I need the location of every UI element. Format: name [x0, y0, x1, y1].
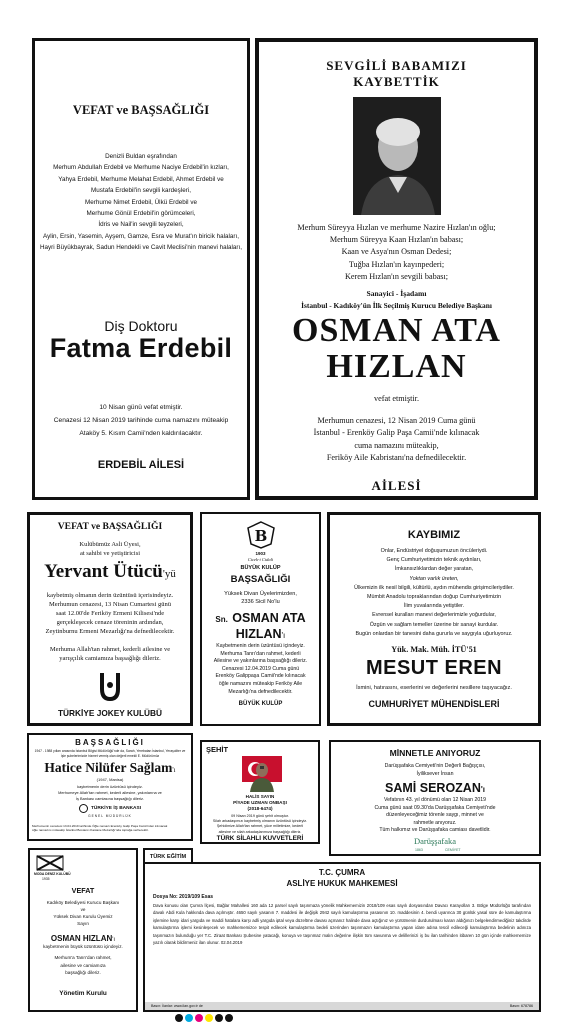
club-year: 1935	[42, 877, 50, 881]
notice-footer: Basın: İlanlar: www.ilan.gov.tr de Basın: 678786	[145, 1002, 539, 1010]
bank-logo: TÜRKİYE İŞ BANKASI	[29, 804, 191, 813]
intro-2: at sahibi ve yetiştiricisi	[79, 550, 141, 557]
court-name-1: T.C. ÇUMRA	[318, 868, 366, 877]
soldier-photo	[248, 760, 276, 792]
tribute-line: İsmini, hatırasını, eserlerini ve değerlerini nesillere taşıyacağız.	[356, 685, 512, 691]
deceased-role-1: Sanayici - İşadamı	[366, 289, 427, 298]
obituary-yervant-utucu	[27, 512, 193, 726]
deceased-name-1: Sn. OSMAN ATA	[215, 611, 306, 625]
ad-title: ŞEHİT	[206, 745, 229, 754]
fine-print: 1947 - 1988 yılları arasında İstanbul Bilgisi Müdürlüğü'nde da, Sarah, Yerebatan İstanbul, Yeraşoliter ve İşle şubelerimizde hizmet vermiş olan değerli emekli E. Müdürümüz	[34, 749, 186, 758]
court-name-2: ASLİYE HUKUK MAHKEMESİ	[286, 879, 398, 888]
ceremony-text: Vefatının 43. yıl dönümü olan 12 Nisan 2019 Cuma günü saat 09.30'da Darüşşafaka Cemiyeti'nde düzenleyeceğimiz törenle saygı, minnet ve rahmetle anıyoruz. Tüm halkımız ve Darüşşafaka camiası davetlidir.	[374, 797, 496, 834]
deceased-name-2: HIZLAN'ı	[235, 627, 286, 641]
obituary-moda-deniz-kulubu	[28, 848, 138, 1012]
funeral-info-1: Cenazesi 12 Nisan 2019 tarihinde cuma namazını müteakip	[53, 417, 229, 424]
org-signature: TÜRKİYE JOKEY KULÜBÜ	[57, 708, 163, 718]
relatives-text: Merhum Süreyya Hızlan ve merhume Nazire Hızlan'ın oğlu; Merhum Süreyya Kaan Hızlan'ın babası; Kaan ve Asya'nın Osman Dedesi; Tuğba Hızlan'ın kayınpederi; Kerem Hızlan'ın sevgili babası;	[297, 223, 496, 281]
deceased-role-2: İstanbul - Kadıköy'ün İlk Seçilmiş Kurucu Belediye Başkanı	[301, 301, 492, 310]
obituary-fatma-erdebil	[32, 38, 250, 500]
condolence-text: 09 Nisan 2019 günü şehit olmuştur. Silah arkadaşımızı kaybetmiş olmanın üzüntüsü içindeyiz. Şehidimize Allah'tan rahmet, yüce milletimize, kederli ailesine ve silah arkadaşlarımıza başsağlığı dileriz.	[212, 814, 308, 834]
intro-text: Kadıköy Belediyesi Kurucu Başkanı ve Yüksek Divan Kurulu Üyemiz Sayın	[46, 900, 120, 926]
foundation-name-1: TÜRK EĞİTİM	[149, 854, 187, 860]
bank-emblem-icon	[79, 804, 88, 813]
org-signature: CUMHURİYET MÜHENDİSLERİ	[368, 699, 500, 709]
deceased-name: Fatma Erdebil	[49, 333, 233, 363]
deceased-name: Yervant Ütücü'yü	[44, 561, 176, 582]
club-flag-icon	[36, 855, 64, 871]
emblem-year: 1903	[255, 551, 266, 556]
condolence-text: kaybetmenin derin üzüntüsü içindeyiz. Merhumeye Allah'tan rahmet, kederli ailesine, yakınlarına ve İş Bankası camiasına başsağlığı dileriz.	[58, 784, 162, 801]
obituary-mesut-eren	[327, 512, 541, 726]
file-number: Dosya No: 2019/109 Esas	[153, 894, 214, 900]
logo-subtitle: CEMİYET	[445, 848, 461, 852]
intro-text: Darüşşafaka Cemiyeti'nin Değerli Bağışçısı, İyiliksever İnsan	[384, 763, 486, 777]
deceased-name-1: OSMAN ATA	[292, 312, 501, 349]
death-date: vefat etmiştir.	[373, 394, 420, 403]
ad-title-1: SEVGİLİ BABAMIZI	[326, 58, 467, 73]
print-registration-marks	[175, 1014, 233, 1022]
logo-year: 1863	[415, 848, 423, 852]
org-signature: TÜRK SİLAHLI KUVVETLERİ	[216, 835, 304, 842]
horseshoe-logo-icon	[98, 671, 122, 701]
darussafaka-logo: Darüşşafaka	[413, 836, 456, 846]
ad-title: BAŞSAĞLIĞI	[230, 574, 291, 585]
ad-title: BAŞSAĞLIĞI	[75, 738, 145, 747]
deceased-rank: PİYADE UZMAN ONBAŞI	[233, 800, 287, 805]
obituary-sehit-halis-sayin	[200, 740, 320, 844]
ad-title-2: KAYBETTİK	[353, 74, 440, 89]
deceased-role: Diş Doktoru	[104, 318, 178, 334]
obituary-hatice-nilufer-saglam	[27, 733, 193, 841]
funeral-info: kaybetmiş olmanın derin üzüntüsü içerisindeyiz. Merhumun cenazesi, 13 Nisan Cumartesi günü saat 12.00'de Feriköy Ermeni Kilisesi'nde gerçekleşecek cenaze töreninin ardından, Zeytinburnu Ermeni Mezarlığı'na defnedilecektir.	[45, 592, 175, 635]
court-notice-cumra	[143, 862, 541, 1012]
deceased-photo	[353, 97, 441, 215]
intro-1: Kulübümüz Asli Üyesi,	[79, 541, 141, 548]
ad-title: MİNNETLE ANIYORUZ	[389, 748, 481, 758]
deceased-name: Hatice Nilüfer Sağlam'ı	[44, 760, 176, 775]
funeral-info: Kaybetmenin derin üzüntüsü içindeyiz. Merhuma Tanrı'dan rahmet, kederli Ailesine ve yakınlarına başsağlığı dileriz. Cenazesi 12.04.2019 Cuma günü Erenköy Galippaşa Camii'nde kılınacak öğle namazını müteakip Feriköy Aile Mezarlığı'na defnedilecektir.	[213, 643, 308, 695]
intro-1: Yüksek Divan Üyelerimizden,	[224, 591, 297, 597]
deceased-name: OSMAN HIZLAN'ı	[50, 934, 116, 943]
relatives-text: Denizli Buldan eşrafından Merhum Abdullah Erdebil ve Merhume Naciye Erdebil'in kızları, Yahya Erdebil, Merhume Melahat Erdebil, Ahmet Erdebil ve Mustafa Erdebil'in sevgili kardeşleri, Merhume Nimet Erdebil, Ülkü Erdebil ve Merhume Gönül Erdebil'in görümceleri, İdris ve Nail'in sevgili teyzeleri, Aylin, Ersin, Yasemin, Ayşem, Gamze, Esra ve Murat'ın biricik halaları, Hayri Büyükbayrak, Sadun Hendekli ve Cavit Meclisi'nin manevi halaları,	[39, 153, 243, 252]
family-signature: AİLESİ	[371, 478, 422, 493]
prayer-2: yarışçılık camiamıza başsağlığı dileriz.	[59, 655, 161, 662]
board-signature: Yönetim Kurulu	[59, 990, 107, 997]
emblem-motto: Cicek-i Cidali	[247, 557, 274, 562]
ad-title: KAYBIMIZ	[407, 529, 461, 541]
bank-subtitle: GENEL MÜDÜRLÜK	[88, 814, 132, 818]
ad-title: VEFAT	[71, 886, 95, 895]
club-signature: BÜYÜK KULÜP	[238, 701, 283, 707]
club-name: BÜYÜK KULÜP	[240, 565, 281, 571]
prayer-1: Merhuma Allah'tan rahmet, kederli ailesine ve	[49, 646, 171, 653]
ad-title: VEFAT ve BAŞSAĞLIĞI	[57, 521, 163, 532]
remembrance-sami-serozan	[329, 740, 541, 856]
obituary-osman-ata-hizlan	[255, 38, 538, 500]
family-signature: ERDEBİL AİLESİ	[97, 459, 185, 471]
svg-text:B: B	[254, 527, 268, 545]
funeral-info-2: Ataköy 5. Kısım Camii'nden kaldırılacaktır.	[79, 430, 203, 437]
birth-info: (1947, Manisa)	[96, 777, 124, 782]
deceased-name: HALİS SAYIN	[245, 794, 275, 799]
deceased-name: SAMİ SEROZAN'ı	[385, 781, 485, 795]
tribute-text: Onlar, Endüstriyel doğuşumuzun öncüleriydi. Genç Cumhuriyetimizin teknik aydınları, İmkansızlıklardan değer yaratan, Yoktan varlık üreten, Ülkemizin ilk nesil bilgili, kültürlü, aydın mühendis girişimcileriydiler. Mümbit Anadolu topraklarından doğup Cumhuriyetimizin İlim yuvalarında yetiştiler. Evrensel kuralları manevi değerlerimizle yoğurdular, Özgün ve sağlam temeller üzerine bir sanayi kurdular. Bugün onlardan bir tanesini daha gururla ve saygıyla uğurluyoruz.	[354, 548, 514, 637]
death-date: 10 Nisan günü vefat etmiştir.	[99, 404, 183, 411]
club-emblem-icon	[244, 520, 278, 550]
deceased-name-2: HIZLAN	[326, 348, 467, 385]
condolence-text: kaybetmenin büyük üzüntüsü içindeyiz. Merhum'a Tanrı'dan rahmet, ailesine ve camiamıza başsağlığı dileriz.	[43, 944, 123, 976]
notice-body: Dava konusu olan Çumra İlçesi, Bağlar Mahallesi 160 ada 12 parsel sayılı taşınmaza yönelik Mahkememizin 2018/109 esas sayılı dosyasından Davacı Karayolları 3. Bölge Müdürlüğü tarafından davalı Abdi Kula hakkında dava açılmıştır. 4650 sayılı yasanın 7. maddesi ile değişik 2942 sayılı kamulaştırma yasasının 10. maddesinin 4. bendi uyarınca 30 günlük yasal süre de kamulaştırma işlemine karşı idari yargıda ve maddi hatalara karşı adli yargıda iptal veya düzeltme davası açmanız halinde dava açtığınız ve yürütmenin durdurulması kararı aldığınızı belgelendirmediğiniz takdirde kamulaştırma işlemi kesinleşecek ve mahkememizce tespit edilecek kamulaştırma bedeli üzerinden taşınmazın kamulaştırma yapan idare adına tescil edileceği kamulaştırma bedelinin adınıza taşınmazın bulunduğu yer T.C. Ziraat Bankası Şubesine yatacağı, konuya ve taşınmaz malın değerine ilişkin tüm savunma ve delillerinizi iş bu ilan tarihinden itibaren 10 gün içinde mahkememize yazılı olarak bildirmeniz ilan olunur. 02.04.2019	[153, 903, 531, 946]
deceased-role: Yük. Mak. Müh. İTÜ'51	[391, 645, 477, 654]
obituary-buyuk-kulup	[200, 512, 321, 726]
deceased-name: MESUT EREN	[365, 657, 503, 679]
club-name: MODA DENİZ KULÜBÜ	[34, 872, 71, 876]
funeral-info: Merhumun cenazesi, 12 Nisan 2019 Cuma günü İstanbul - Erenköy Galip Paşa Camii'nde kılınacak cuma namazını müteakip, Feriköy Aile Kabristanı'na defnedilecektir.	[313, 416, 480, 463]
intro-2: 2336 Sicil No'lu	[241, 599, 280, 605]
ad-title: VEFAT ve BAŞSAĞLIĞI	[72, 103, 210, 117]
service-years: (2018-6474)	[247, 806, 273, 811]
footer-note: Merhumenin cenazesi 13.04.2019 tarihinde Öğle namazı Erenköy Galip Paşa Camii'nden kılınacak öğle namazını müteakip İstanbul Bostancı Kastane Mezarlığı'nda toprağa verilecektir.	[32, 824, 168, 833]
